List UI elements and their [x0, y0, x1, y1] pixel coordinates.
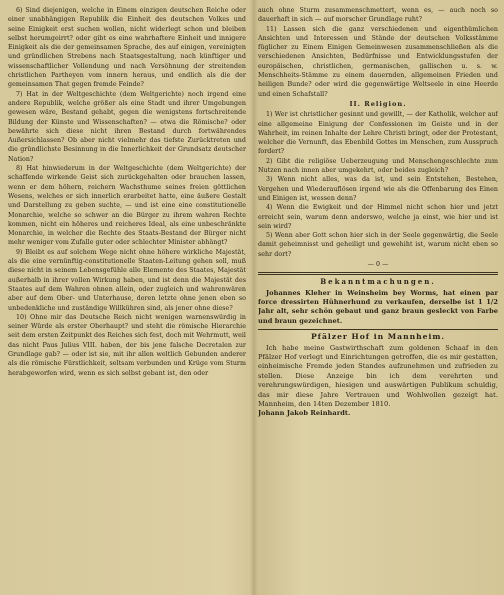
advertisement-title-pfaelzer-hof: Pfälzer Hof in Mannheim.	[310, 332, 446, 342]
page-fold-shadow	[250, 0, 258, 595]
religion-question-5: 5) Wenn aber Gott schon hier sich in der Seele gegenwärtig, die Seele damit geheimnisst und geheiligt und gewehiht ist, warum nicht eben so sehr dort?	[258, 232, 498, 258]
end-mark: — 0 —	[367, 261, 389, 269]
advertisement-signature: Johann Jakob Reinhardt.	[258, 409, 351, 418]
advertisement-dog-sale: Johannes Kleher in Weinsheim bey Worms, hat einen par force dressirten Hühnerhund zu verkaufen, derselbe ist 1 1/2 Jahr alt, sehr schön gebaut und ganz braun gesleckt von Farbe und braun gezeichnet.	[258, 288, 498, 325]
paragraph-11: 11) Lassen sich die ganz verschiedenen und eigenthümlichen Ansichten und Interessen und Stände der deutschen Volksstämme füglicher zu Einem Einigen Gemeinwesen zusammenschließen als die verschiedenen Ansichten, Bedürfnisse und Entwicklungsstufen der europäischen, christlichen, germanischen, gallischen u. s. w. Menschheits-Stämme zu einem dauernden, allgemeinen Frieden und heiligen Bunde? oder wird die gegenwärtige Weltseele in eine Heerde und einen Schafstall?	[258, 25, 498, 98]
announcements-heading: Bekanntmachungen.	[320, 277, 436, 287]
paragraph-9: 9) Bleibt es auf solchem Wege nicht ohne höhere wirkliche Majestät, als die eine vernünftig-constitutionelle Staaten-Leitung gehen soll, muß diese nicht in seinem Lebensgefühle alle Elemente des Staates, Majestät außerhalb in ihrer vollen Wirkung haben, und ist denn die Majestät des Staates auf dem Wahren ohnen allein, oder zugleich und wahrenwären aber auf dem Ober- und Unterhause, deren letzte ohne jenen eben so unbedenkliche und zuständige Willkühren sind, als jener ohne diese?	[8, 248, 246, 312]
religion-question-1: 1) Wer ist christlicher gesinnt und gewillt, — der Katholik, welcher auf eine allgemeine Einigung der Confessionen im Geiste und in der Wahrheit, im reinen Inhalte der Lehre Christi bringt, oder der Protestant, welcher die Vernunft, das Ebenbild Gottes im Menschen, zum Ausspruch fordert?	[258, 111, 498, 156]
religion-question-3: 3) Wenn nicht alles, was da ist, und sein Entstehen, Bestehen, Vergehen und Wiederauflösen irgend wie als die Offenbarung des Einen und Einigen ist, wessen denn?	[258, 176, 498, 202]
section-heading-religion: II. Religion.	[349, 99, 407, 108]
left-column	[8, 6, 246, 592]
advertisement-pfaelzer-hof-text: Ich habe meine Gastwirthschaft zum goldenen Schaaf in den Pfälzer Hof verlegt und Einrichtungen getroffen, die es mir gestatten, einheimische Fremde jeden Standes aufzunehmen und zufrieden zu stellen. Diese Anzeige bin ich dem verehrten und verehrungswürdigen, hiesigen und auswärtigen Publikum schuldig, das mir diese Jahre Vertrauen und Wohlwollen gezeigt hat. Mannheim, den 14ten Dezember 1810.	[258, 343, 498, 408]
right-column	[258, 6, 498, 592]
religion-question-2: 2) Gibt die religiöse Ueberzeugung und Menschengeschlechte zum Nutzen nach innen aber umgekehrt, oder beides zugleich?	[258, 157, 498, 175]
divider-rule	[258, 272, 498, 275]
paragraph-7: 7) Hat in der Weltgeschichte (dem Weltgerichte) noch irgend eine andere Republik, welche größer als eine Stadt und ihrer Umgebungen gewesen wäre, Bestand gehabt, gegen die wenigstens fortschreitende Bildung der Künste und Wissenschaften? — etwa die Römische? oder bewährte sich diese nicht ihren Bestand durch fortwährendes Außersichlassen? Ob aber nicht vielmehr das tiefste Zurücktreten und die gründlichste Besinnung in die Innerlichkeit der Grundsatz deutscher Nation?	[8, 90, 246, 163]
paragraph-6: 6) Sind diejenigen, welche in Einem einzigen deutschen Reiche oder einer unabhängigen Republik die Einheit des deutschen Volkes und seine Einigkeit erst suchen wollen, nicht widerlegt schon und bleiben selbst herumgeirrt? oder gibt es eine wahrhaftere Einheit und innigere Einigkeit als die der gemeinsamen Sprache, des auf einigen, vereinigten und gründlichen Strebens nach Staatsgestaltung, nach künftiger und wissenschaftlicher Vollendung und nach Versöhnung der streitenden christlichen Partheyen vom innern heraus, und endlich als die der gemeinsamen That gegen fremde Feinde?	[8, 7, 246, 89]
paragraph-10: 10) Ohne mir das Deutsche Reich nicht wenigen warnenswürdig in seiner Würde als erster Oberhaupt? und steht die römische Hierarchie seit dem ersten Zeitpunkt des Reiches sich fest, doch mit Wehrmutt, weil das nicht Paus Julius VIII. haben, der bis jene falsche Decretalen zur Grundlage gab? — oder ist sie, mit ihr allen weltlich Gebunden anderer als die römische Fürstlichkeit, seltsam verbunden und Krüge vom Sturm herabgeworfen wird, wenn es sich selbst gebant ist, den oder	[8, 313, 246, 377]
religion-question-4: 4) Wenn die Ewigkeit und der Himmel nicht schon hier und jetzt erreicht sein, warum denn anderswo, welche ja einst, wie hier und ist sein wird?	[258, 204, 498, 230]
continued-paragraph: auch ohne Sturm zusammenschmettert, wenn es, — auch noch so dauerhaft in sich — auf morscher Grundlage ruht?	[258, 7, 498, 24]
paragraph-8: 8) Hat hinwiederum in der Weltgeschichte (dem Weltgerichte) der schaffende wirkende Geist sich zurückgehalten oder brauchen lassen, wenn er dem höhern, reichern Wachsthume seines freien göttlichen Wesens, welches er sich innerlich erarbeitet hatte, eine äußere Gestalt und Darstellung zu geben suchte, — und ist eine eine constitutionelle Monarchie, welche so schwer an die Bürger zu ihrem wahren Rechte kommen, nicht ein höheres und reicheres Ideal, als eine unbeschränkte Monarchie, in welcher die Rechte des Staats-Bestand der Bürger nicht mehr weniger vom Zufalle guter oder schlechter Minister abhängt?	[8, 165, 246, 247]
divider-rule-2	[258, 329, 498, 330]
